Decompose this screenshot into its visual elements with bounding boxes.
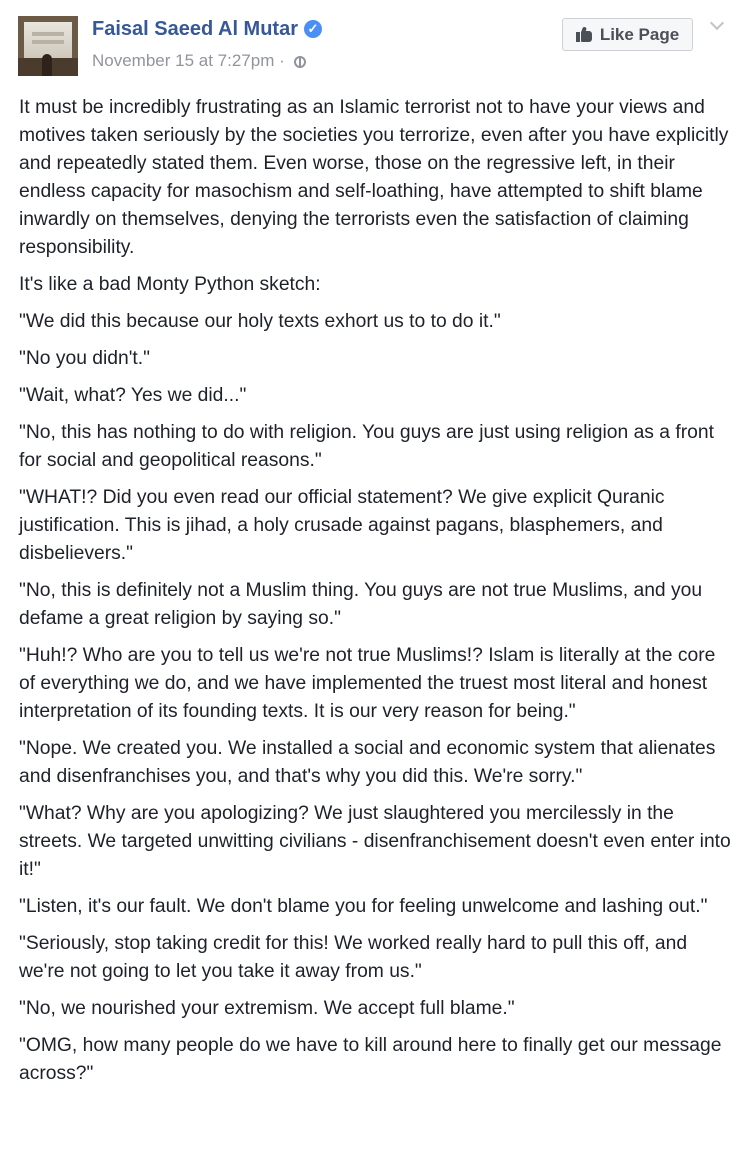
post-paragraph: "No, this is definitely not a Muslim thing. You guys are not true Muslims, and you defame a great religion by saying so." <box>19 580 703 629</box>
thumbs-up-icon <box>576 27 592 42</box>
post-header <box>0 0 743 90</box>
post-timestamp[interactable]: November 15 at 7:27pm <box>92 51 275 70</box>
avatar-plaque <box>24 22 72 58</box>
post-meta <box>92 51 306 71</box>
like-page-label: Like Page <box>599 24 680 44</box>
post-paragraph: "OMG, how many people do we have to kill around here to finally get our message across?" <box>19 1035 722 1084</box>
post-paragraph: "No you didn't." <box>19 348 150 369</box>
profile-avatar[interactable] <box>18 16 78 76</box>
post-body <box>19 94 731 1097</box>
post-paragraph: "No, this has nothing to do with religion. You guys are just using religion as a front for social and geopolitical reasons." <box>19 422 714 471</box>
post-paragraph: "Nope. We created you. We installed a social and economic system that alienates and disenfranchises you, and that's why you did this. We're sorry." <box>19 738 716 787</box>
chevron-down-icon[interactable] <box>708 18 726 32</box>
globe-icon[interactable] <box>294 56 306 68</box>
verified-badge-icon: ✓ <box>304 20 322 38</box>
post-paragraph: "Seriously, stop taking credit for this! We worked really hard to pull this off, and we're not going to let you take it away from us." <box>19 933 688 982</box>
post-paragraph: "WHAT!? Did you even read our official statement? We give explicit Quranic justification. This is jihad, a holy crusade against pagans, blasphemers, and disbelievers." <box>19 487 665 564</box>
post-paragraph: "What? Why are you apologizing? We just slaughtered you mercilessly in the streets. We targeted unwitting civilians - disenfranchisement doesn't even enter into it!" <box>19 803 731 880</box>
post-paragraph: "Listen, it's our fault. We don't blame you for feeling unwelcome and lashing out." <box>19 896 708 917</box>
post-paragraph: "Huh!? Who are you to tell us we're not true Muslims!? Islam is literally at the core of everything we do, and we have implemented the truest most literal and honest interpretation of its founding texts. It is our very reason for being." <box>19 645 716 722</box>
post-paragraph: It's like a bad Monty Python sketch: <box>19 274 321 295</box>
post-paragraph: "No, we nourished your extremism. We accept full blame." <box>19 998 515 1019</box>
like-page-button[interactable] <box>562 18 693 51</box>
author-name-text[interactable]: Faisal Saeed Al Mutar <box>92 18 298 40</box>
post-paragraph: It must be incredibly frustrating as an Islamic terrorist not to have your views and motives taken seriously by the societies you terrorize, even after you have explicitly and repeatedly stated them. Even worse, those on the regressive left, in their endless capacity for masochism and self-loathing, have attempted to shift blame inwardly on themselves, denying the terrorists even the satisfaction of claiming responsibility. <box>19 97 729 258</box>
post-paragraph: "Wait, what? Yes we did..." <box>19 385 247 406</box>
author-name[interactable] <box>92 18 322 41</box>
meta-separator: · <box>279 51 285 70</box>
post-paragraph: "We did this because our holy texts exhort us to to do it." <box>19 311 501 332</box>
